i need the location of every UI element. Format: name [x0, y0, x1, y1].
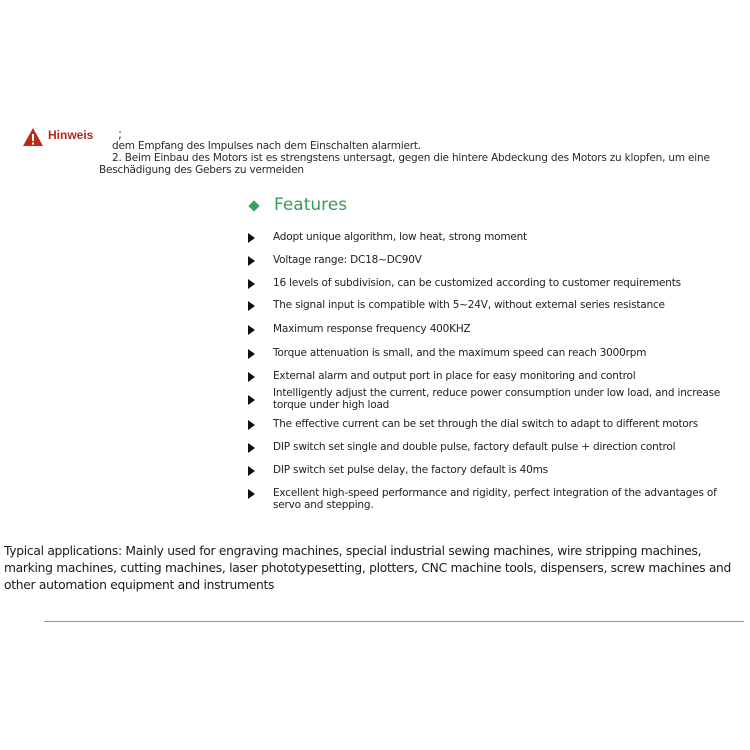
features-title: Features	[274, 195, 348, 215]
diamond-bullet-icon	[248, 200, 259, 211]
warning-line: Beschädigung des Gebers zu vermeiden	[99, 164, 304, 176]
feature-text: Intelligently adjust the current, reduce power consumption under low load, and increase torque under high load	[273, 387, 721, 411]
triangle-bullet-icon	[248, 301, 255, 311]
feature-text: The effective current can be set through the dial switch to adapt to different motors	[273, 418, 699, 430]
warning-line: 2. Beim Einbau des Motors ist es strengstens untersagt, gegen die hintere Abdeckung des Motors zu klopfen, um eine	[112, 152, 710, 164]
divider-line	[44, 621, 744, 622]
triangle-bullet-icon	[248, 279, 255, 289]
triangle-bullet-icon	[248, 489, 255, 499]
typical-applications-text: Typical applications: Mainly used for engraving machines, special industrial sewing machines, wire stripping machines, marking machines, cutting machines, laser phototypesetting, plotters, CNC machine tools, dispensers, screw machines and other automation equipment and instruments	[4, 544, 732, 592]
feature-text: DIP switch set pulse delay, the factory default is 40ms	[273, 464, 548, 476]
triangle-bullet-icon	[248, 233, 255, 243]
feature-text: DIP switch set single and double pulse, factory default pulse + direction control	[273, 441, 676, 453]
feature-text: 16 levels of subdivision, can be customized according to customer requirements	[273, 277, 681, 289]
warning-line: dem Empfang des Impulses nach dem Einschalten alarmiert.	[112, 140, 421, 152]
warning-text	[99, 140, 750, 176]
triangle-bullet-icon	[248, 443, 255, 453]
warning-colon: ;	[118, 127, 123, 141]
feature-text: Excellent high-speed performance and rigidity, perfect integration of the advantages of servo and stepping.	[273, 487, 717, 511]
feature-text: Adopt unique algorithm, low heat, strong moment	[273, 231, 527, 243]
triangle-bullet-icon	[248, 420, 255, 430]
warning-triangle-icon	[22, 127, 44, 147]
triangle-bullet-icon	[248, 256, 255, 266]
triangle-bullet-icon	[248, 466, 255, 476]
feature-text: Voltage range: DC18~DC90V	[273, 254, 422, 266]
triangle-bullet-icon	[248, 349, 255, 359]
feature-text: The signal input is compatible with 5~24V, without external series resistance	[273, 299, 665, 311]
triangle-bullet-icon	[248, 372, 255, 382]
triangle-bullet-icon	[248, 395, 255, 405]
feature-text: Torque attenuation is small, and the maximum speed can reach 3000rpm	[273, 347, 647, 359]
feature-text: External alarm and output port in place for easy monitoring and control	[273, 370, 636, 382]
warning-title: Hinweis	[48, 128, 94, 142]
triangle-bullet-icon	[248, 325, 255, 335]
feature-text: Maximum response frequency 400KHZ	[273, 323, 471, 335]
